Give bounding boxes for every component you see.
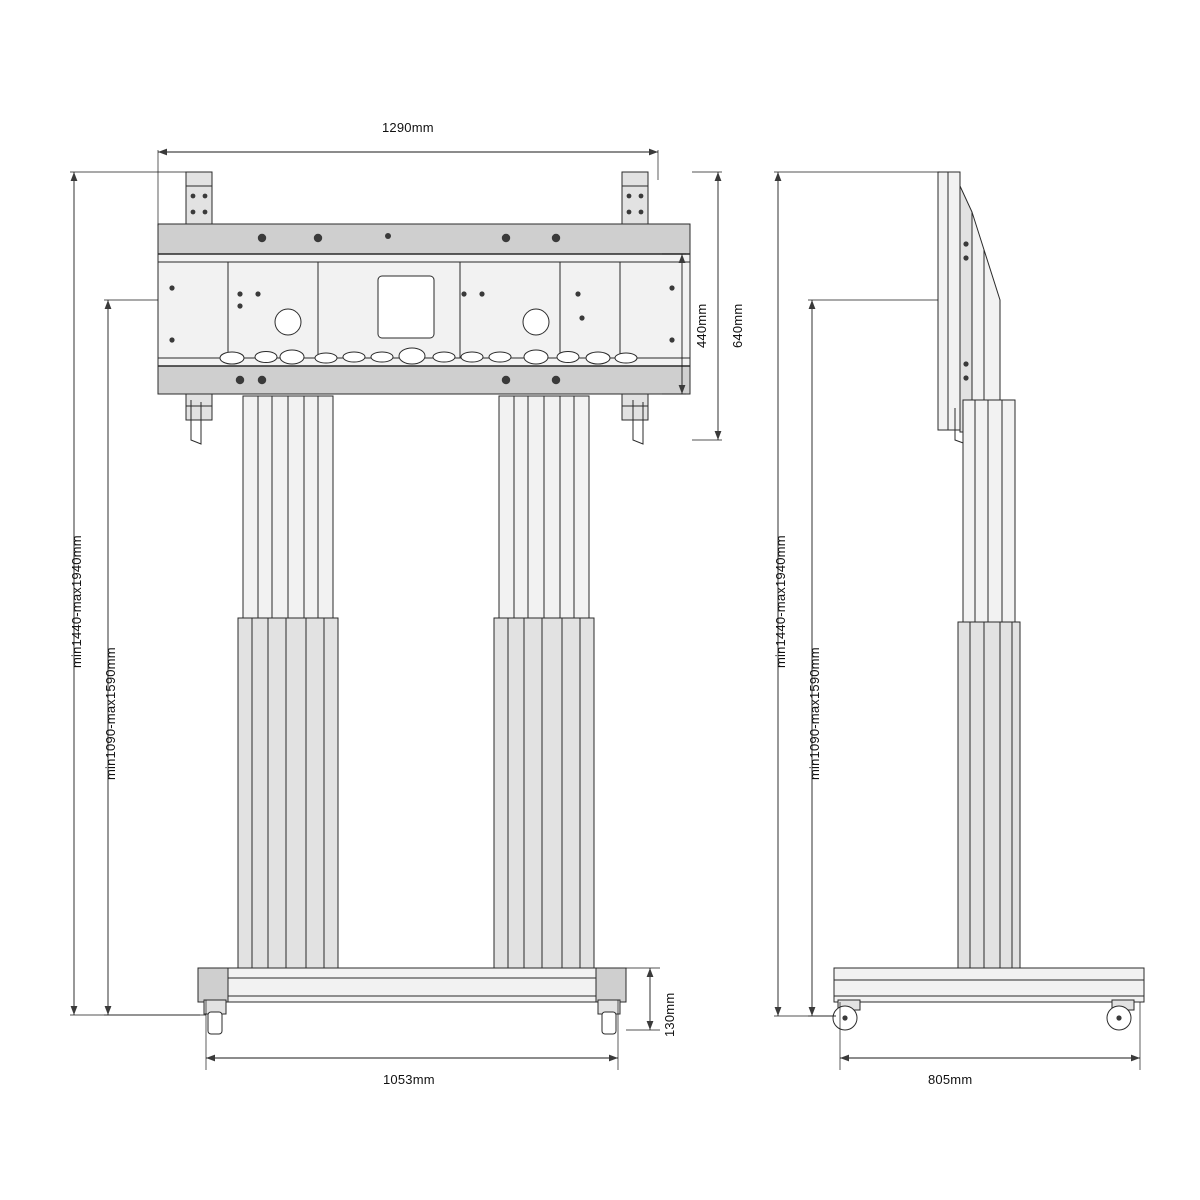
front-view-geometry xyxy=(158,172,690,1034)
dim-label-front-top-width: 1290mm xyxy=(382,120,434,135)
dim-label-front-bracket-height: 440mm xyxy=(694,303,709,348)
dim-label-front-mount-height-range: min1090-max1590mm xyxy=(103,647,118,780)
dim-label-front-base-width: 1053mm xyxy=(383,1072,435,1087)
dim-label-side-total-height-range: min1440-max1940mm xyxy=(773,535,788,668)
dim-label-side-mount-height-range: min1090-max1590mm xyxy=(807,647,822,780)
dim-label-front-panel-height: 640mm xyxy=(730,303,745,348)
dim-label-front-total-height-range: min1440-max1940mm xyxy=(69,535,84,668)
dim-label-side-base-depth: 805mm xyxy=(928,1072,973,1087)
dim-label-front-base-height: 130mm xyxy=(662,992,677,1037)
side-view-geometry xyxy=(833,172,1144,1030)
